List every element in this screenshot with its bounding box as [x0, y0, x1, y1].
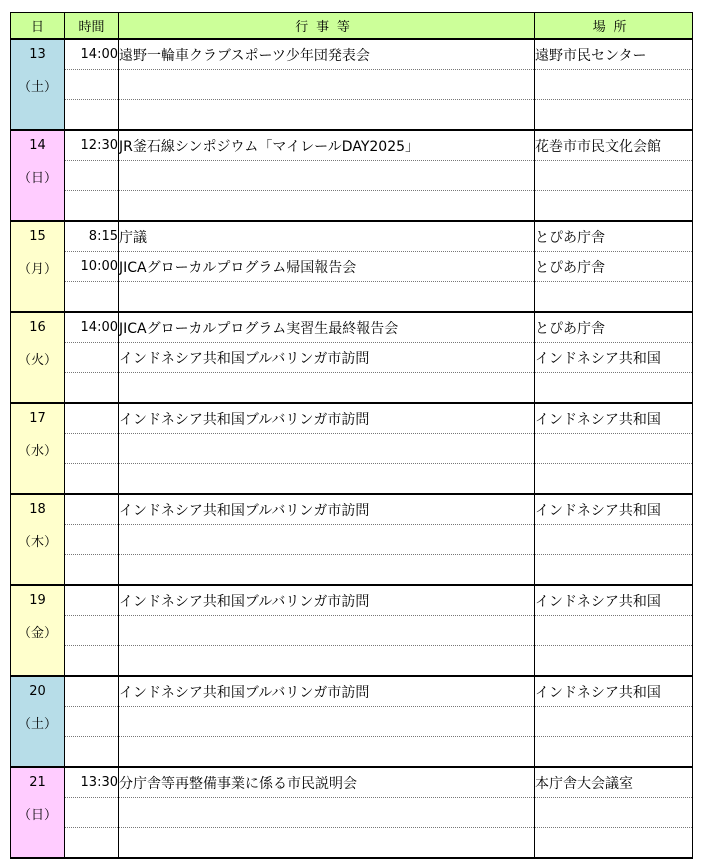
schedule-row: [11, 707, 693, 737]
schedule-row: [11, 403, 693, 434]
time-cell: [65, 798, 119, 828]
place-cell: 花巻市市民文化会館: [535, 130, 693, 161]
event-cell: [119, 707, 535, 737]
place-cell: [535, 525, 693, 555]
place-cell: 遠野市民センター: [535, 39, 693, 70]
day-weekday: （月）: [17, 262, 57, 277]
event-cell: JICAグローカルプログラム帰国報告会: [119, 252, 535, 282]
place-cell: [535, 555, 693, 586]
day-weekday: （火）: [17, 353, 57, 368]
time-cell: 10:00: [65, 252, 119, 282]
place-cell: インドネシア共和国: [535, 494, 693, 525]
event-cell: 庁議: [119, 221, 535, 252]
schedule-row: [11, 676, 693, 707]
place-cell: とぴあ庁舎: [535, 312, 693, 343]
place-cell: [535, 282, 693, 313]
schedule-row: [11, 343, 693, 373]
day-cell: [11, 312, 65, 403]
day-cell: [11, 39, 65, 130]
schedule-row: [11, 828, 693, 859]
place-cell: [535, 616, 693, 646]
schedule-row: [11, 70, 693, 100]
event-cell: [119, 191, 535, 222]
time-cell: [65, 555, 119, 586]
schedule-row: [11, 585, 693, 616]
day-weekday: （日）: [17, 171, 57, 186]
event-cell: [119, 373, 535, 404]
day-number: 19: [29, 593, 46, 608]
place-cell: [535, 646, 693, 677]
time-cell: 14:00: [65, 312, 119, 343]
schedule-row: [11, 646, 693, 677]
time-cell: [65, 616, 119, 646]
day-cell: [11, 767, 65, 858]
day-number: 14: [29, 138, 46, 153]
schedule-table: [10, 12, 693, 859]
day-number: 20: [29, 684, 46, 699]
place-cell: [535, 191, 693, 222]
event-cell: インドネシア共和国ブルバリンガ市訪問: [119, 676, 535, 707]
schedule-row: [11, 373, 693, 404]
time-cell: [65, 70, 119, 100]
day-number: 18: [29, 502, 46, 517]
place-cell: [535, 373, 693, 404]
day-weekday: （土）: [17, 80, 57, 95]
day-number: 17: [29, 411, 46, 426]
time-cell: [65, 100, 119, 131]
place-cell: インドネシア共和国: [535, 343, 693, 373]
event-cell: [119, 525, 535, 555]
time-cell: [65, 494, 119, 525]
day-cell: [11, 403, 65, 494]
place-cell: [535, 70, 693, 100]
time-cell: [65, 828, 119, 859]
time-cell: [65, 646, 119, 677]
schedule-row: [11, 252, 693, 282]
day-cell: [11, 221, 65, 312]
event-cell: [119, 100, 535, 131]
event-cell: [119, 434, 535, 464]
time-cell: [65, 585, 119, 616]
place-cell: [535, 100, 693, 131]
event-cell: [119, 70, 535, 100]
header-day: 日: [11, 13, 65, 40]
day-number: 16: [29, 320, 46, 335]
day-cell: [11, 676, 65, 767]
schedule-row: [11, 434, 693, 464]
schedule-row: [11, 737, 693, 768]
schedule-row: [11, 130, 693, 161]
place-cell: とぴあ庁舎: [535, 252, 693, 282]
day-weekday: （木）: [17, 535, 57, 550]
event-cell: [119, 646, 535, 677]
day-weekday: （水）: [17, 444, 57, 459]
day-weekday: （日）: [17, 808, 57, 823]
time-cell: 13:30: [65, 767, 119, 798]
schedule-body: [11, 39, 693, 858]
time-cell: [65, 525, 119, 555]
time-cell: [65, 676, 119, 707]
day-number: 21: [29, 775, 46, 790]
schedule-row: [11, 221, 693, 252]
event-cell: [119, 464, 535, 495]
event-cell: インドネシア共和国ブルバリンガ市訪問: [119, 494, 535, 525]
day-number: 13: [29, 47, 46, 62]
event-cell: [119, 737, 535, 768]
time-cell: [65, 373, 119, 404]
event-cell: インドネシア共和国ブルバリンガ市訪問: [119, 403, 535, 434]
time-cell: [65, 343, 119, 373]
schedule-row: [11, 282, 693, 313]
event-cell: [119, 161, 535, 191]
day-number: 15: [29, 229, 46, 244]
schedule-row: [11, 798, 693, 828]
schedule-row: [11, 494, 693, 525]
place-cell: とぴあ庁舎: [535, 221, 693, 252]
time-cell: [65, 161, 119, 191]
time-cell: 12:30: [65, 130, 119, 161]
place-cell: [535, 707, 693, 737]
time-cell: [65, 191, 119, 222]
event-cell: 分庁舎等再整備事業に係る市民説明会: [119, 767, 535, 798]
event-cell: [119, 828, 535, 859]
schedule-row: [11, 464, 693, 495]
time-cell: [65, 282, 119, 313]
schedule-row: [11, 39, 693, 70]
time-cell: [65, 434, 119, 464]
schedule-row: [11, 161, 693, 191]
event-cell: [119, 616, 535, 646]
event-cell: インドネシア共和国ブルバリンガ市訪問: [119, 585, 535, 616]
header-event: 行事等: [119, 13, 535, 40]
time-cell: [65, 464, 119, 495]
time-cell: [65, 403, 119, 434]
day-weekday: （土）: [17, 717, 57, 732]
header-row: [11, 13, 693, 40]
schedule-row: [11, 191, 693, 222]
schedule-row: [11, 312, 693, 343]
place-cell: [535, 434, 693, 464]
place-cell: インドネシア共和国: [535, 403, 693, 434]
schedule-row: [11, 767, 693, 798]
day-weekday: （金）: [17, 626, 57, 641]
place-cell: [535, 464, 693, 495]
header-place: 場所: [535, 13, 693, 40]
place-cell: インドネシア共和国: [535, 676, 693, 707]
schedule-row: [11, 616, 693, 646]
event-cell: [119, 798, 535, 828]
place-cell: [535, 161, 693, 191]
time-cell: [65, 737, 119, 768]
header-time: 時間: [65, 13, 119, 40]
schedule-row: [11, 100, 693, 131]
time-cell: 14:00: [65, 39, 119, 70]
place-cell: [535, 737, 693, 768]
place-cell: [535, 798, 693, 828]
time-cell: 8:15: [65, 221, 119, 252]
schedule-row: [11, 525, 693, 555]
place-cell: インドネシア共和国: [535, 585, 693, 616]
schedule-row: [11, 555, 693, 586]
day-cell: [11, 494, 65, 585]
day-cell: [11, 585, 65, 676]
event-cell: 遠野一輪車クラブスポーツ少年団発表会: [119, 39, 535, 70]
event-cell: JR釜石線シンポジウム「マイレールDAY2025」: [119, 130, 535, 161]
time-cell: [65, 707, 119, 737]
event-cell: [119, 555, 535, 586]
event-cell: [119, 282, 535, 313]
day-cell: [11, 130, 65, 221]
place-cell: 本庁舎大会議室: [535, 767, 693, 798]
event-cell: インドネシア共和国ブルバリンガ市訪問: [119, 343, 535, 373]
event-cell: JICAグローカルプログラム実習生最終報告会: [119, 312, 535, 343]
place-cell: [535, 828, 693, 859]
